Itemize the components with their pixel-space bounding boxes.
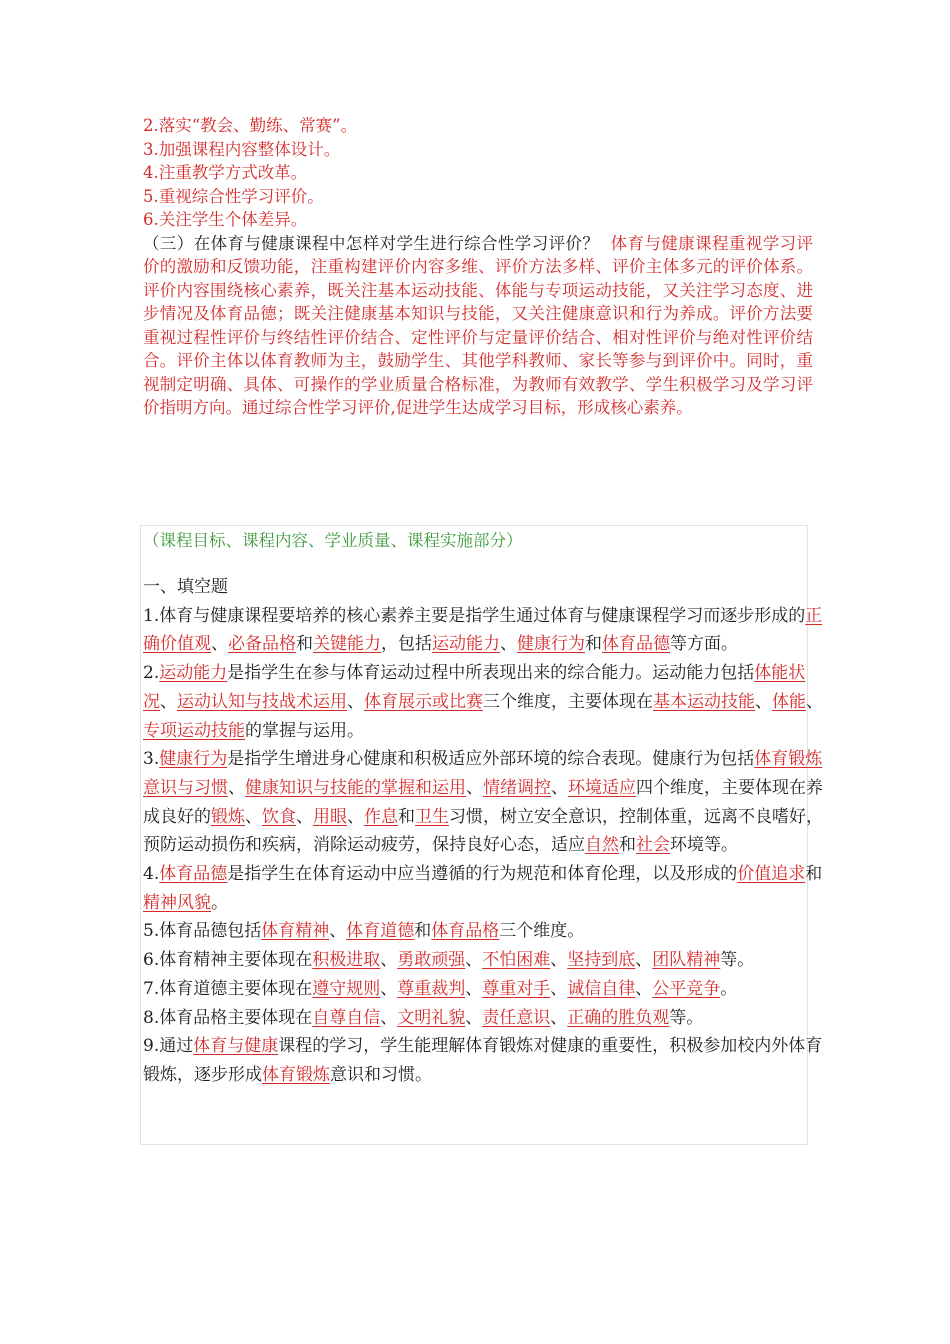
answer-blank: 尊重对手 (482, 978, 551, 999)
fill-blank-box (140, 525, 823, 1145)
answer-blank: 健康知识与技能的掌握和运用 (245, 777, 466, 798)
answer-blank: 必备品格 (228, 634, 296, 655)
answer-blank: 运动能力 (159, 663, 228, 684)
answer-blank: 遵守规则 (312, 978, 381, 999)
answer-blank: 体育锻炼 (262, 1064, 330, 1085)
answer-blank: 卫生 (415, 806, 449, 827)
answer-text: 体育与健康课程重视学习评价的激励和反馈功能，注重构建评价内容多维、评价方法多样、评价主体多元的评价体系。评价内容围绕核心素养，既关注基本运动技能、体能与专项运动技能，又关注学习态度、进步情况及体育品德；既关注健康基本知识与技能，又关注健康意识和行为养成。评价方法要重视过程性评价与终结性评价结合、定性评价与定量评价结合、相对性评价与绝对性评价结合。评价主体以体育教师为主，鼓励学生、其他学科教师、家长等参与到评价中。同时，重视制定明确、具体、可操作的学业质量合格标准，为教师有效教学、学生积极学习及学习评价指明方向。通过综合性学习评价,促进学生达成学习目标，形成核心素养。 (143, 233, 814, 417)
answer-blank: 基本运动技能 (653, 691, 755, 712)
question-text: （三）在体育与健康课程中怎样对学生进行综合性学习评价？ (143, 233, 600, 253)
answer-blank: 体能 (772, 691, 806, 712)
section-title: 一、填空题 (143, 577, 228, 597)
answer-blank: 作息 (364, 806, 398, 827)
answer-blank: 用眼 (313, 806, 347, 827)
question-4: 4.体育品德是指学生在体育运动中应当遵循的行为规范和体育伦理，以及形成的价值追求和精神风貌。 (143, 864, 823, 913)
answer-blank: 体育品德 (159, 864, 228, 885)
answer-blank: 环境适应 (568, 777, 636, 798)
answer-blank: 健康行为 (517, 634, 585, 655)
question-3: 3.健康行为是指学生增进身心健康和积极适应外部环境的综合表现。健康行为包括体育锻炼意识与习惯、健康知识与技能的掌握和运用、情绪调控、环境适应四个维度，主要体现在养成良好的锻炼、饮食、用眼、作息和卫生习惯，树立安全意识，控制体重，远离不良嗜好，预防运动损伤和疾病，消除运动疲劳，保持良好心态，适应自然和社会环境等。 (143, 749, 823, 856)
answer-blank: 社会 (636, 835, 670, 856)
answer-blank: 坚持到底 (567, 950, 636, 971)
top-section (143, 114, 813, 420)
answer-blank: 团队精神 (652, 950, 721, 971)
answer-blank: 专项运动技能 (143, 720, 245, 741)
answer-blank: 精神风貌 (143, 892, 211, 913)
list-item: 6.关注学生个体差异。 (143, 210, 308, 229)
answer-blank: 自然 (585, 835, 619, 856)
question-7: 7.体育道德主要体现在遵守规则、尊重裁判、尊重对手、诚信自律、公平竞争。 (143, 978, 738, 999)
question-5: 5.体育品德包括体育精神、体育道德和体育品格三个维度。 (143, 921, 585, 942)
answer-blank: 体育品德 (602, 634, 670, 655)
answer-blank: 体育精神 (261, 921, 330, 942)
answer-blank: 文明礼貌 (397, 1007, 466, 1028)
answer-blank: 积极进取 (312, 950, 381, 971)
answer-blank: 情绪调控 (483, 777, 551, 798)
list-item: 3.加强课程内容整体设计。 (143, 139, 341, 159)
question-9: 9.通过体育与健康课程的学习，学生能理解体育锻炼对健康的重要性，积极参加校内外体育锻炼，逐步形成体育锻炼意识和习惯。 (143, 1036, 823, 1085)
answer-blank: 公平竞争 (652, 978, 721, 999)
answer-blank: 自尊自信 (312, 1007, 381, 1028)
answer-blank: 关键能力 (313, 634, 381, 655)
answer-blank: 价值追求 (737, 864, 806, 885)
answer-blank: 运动认知与技战术运用 (177, 691, 347, 712)
list-item: 4.注重教学方式改革。 (143, 163, 308, 182)
answer-blank: 正确价值观 (143, 605, 823, 655)
list-item: 2.落实“教会、勤练、常赛”。 (143, 116, 358, 135)
answer-blank: 尊重裁判 (397, 978, 466, 999)
question-2: 2.运动能力是指学生在参与体育运动过程中所表现出来的综合能力。运动能力包括体能状况、运动认知与技战术运用、体育展示或比赛三个维度，主要体现在基本运动技能、体能、专项运动技能的掌握与运用。 (143, 663, 823, 741)
section-header: （课程目标、课程内容、学业质量、课程实施部分） (143, 531, 523, 550)
answer-blank: 不怕困难 (482, 950, 551, 971)
question-list (143, 573, 833, 1090)
answer-blank: 体育品格 (431, 921, 500, 942)
answer-blank: 正确的胜负观 (567, 1007, 670, 1028)
answer-blank: 健康行为 (159, 749, 228, 770)
evaluation-paragraph (143, 232, 813, 420)
answer-blank: 体育展示或比赛 (364, 691, 483, 712)
list-item: 5.重视综合性学习评价。 (143, 186, 324, 206)
answer-blank: 体能状况 (143, 663, 806, 712)
question-8: 8.体育品格主要体现在自尊自信、文明礼貌、责任意识、正确的胜负观等。 (143, 1007, 704, 1028)
answer-blank: 体育锻炼意识与习惯 (143, 749, 823, 798)
answer-blank: 饮食 (262, 806, 296, 827)
answer-blank: 运动能力 (432, 634, 500, 655)
question-1: 1.体育与健康课程要培养的核心素养主要是指学生通过体育与健康课程学习而逐步形成的正确价值观、必备品格和关键能力，包括运动能力、健康行为和体育品德等方面。 (143, 605, 823, 655)
answer-blank: 诚信自律 (567, 978, 636, 999)
answer-blank: 体育与健康 (193, 1036, 279, 1057)
question-6: 6.体育精神主要体现在积极进取、勇敢顽强、不怕困难、坚持到底、团队精神等。 (143, 950, 755, 971)
answer-blank: 体育道德 (346, 921, 415, 942)
answer-blank: 责任意识 (482, 1007, 551, 1028)
answer-blank: 锻炼 (211, 806, 245, 827)
answer-blank: 勇敢顽强 (397, 950, 466, 971)
